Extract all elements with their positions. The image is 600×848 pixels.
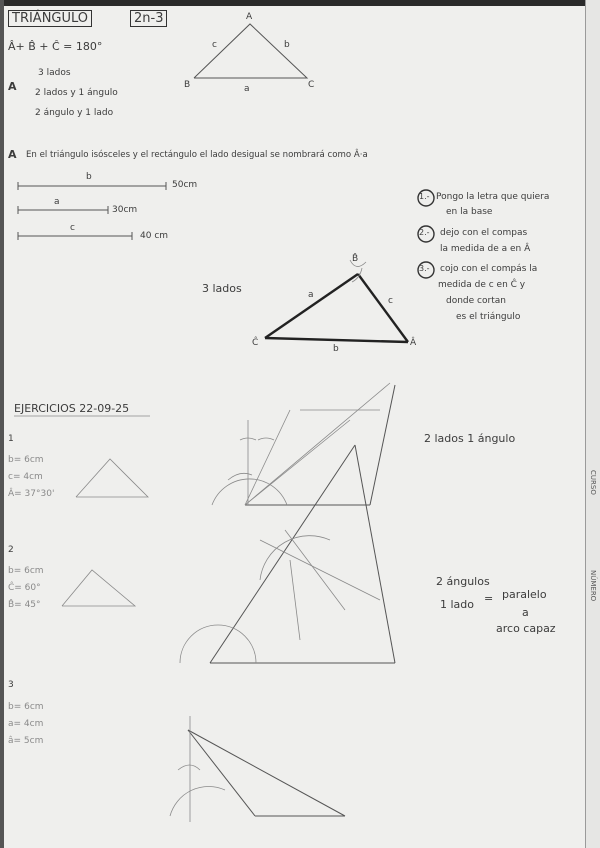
construction1-side-b-label: b [333, 344, 339, 354]
step2-num: 2.- [419, 228, 430, 237]
ex3-data-b: b= 6cm [8, 702, 44, 712]
step2-line1: dejo con el compas [440, 228, 528, 238]
construction1-side-c-label: c [388, 296, 393, 306]
ex3-side-a [188, 730, 255, 816]
segment-a-length: 30cm [112, 205, 138, 215]
case-2-angulo-1-lado: 2 ángulo y 1 lado [35, 108, 114, 118]
ex3-number: 3 [8, 680, 14, 690]
ex2-result-1: paralelo [502, 588, 547, 601]
ex2-data-b: b= 6cm [8, 566, 44, 576]
construction1-label: 3 lados [202, 282, 242, 295]
ex3-data-a2: â= 5cm [8, 736, 44, 746]
case-2-lados-1-angulo: 2 lados y 1 ángulo [35, 88, 118, 98]
ex3-arc [170, 786, 225, 816]
top-vertex-a: A [246, 12, 253, 22]
top-side-a: a [244, 84, 250, 94]
isosceles-note: En el triángulo isósceles y el rectángulo el lado desigual se nombrará como Â·a [26, 150, 368, 160]
segment-b-name: b [86, 172, 92, 182]
exercises-title: EJERCICIOS 22-09-25 [14, 402, 130, 415]
segment-b-length: 50cm [172, 180, 198, 190]
bullet-a2-icon: A [8, 148, 17, 161]
ex2-result-2: a [522, 606, 529, 619]
margin-label-numero: NÚMERO [589, 570, 597, 602]
step3-line1: cojo con el compás la [440, 264, 538, 274]
construction1-side-a [265, 274, 358, 338]
segment-c-length: 40 cm [140, 231, 169, 241]
top-side-c: c [212, 40, 217, 50]
construction1-base-b [265, 338, 408, 342]
segment-a-name: a [54, 197, 60, 207]
ex2-label-line1: 2 ángulos [436, 575, 490, 588]
construction1-vertex-c: Ĉ [252, 338, 259, 348]
ex3-data-a: a= 4cm [8, 719, 44, 729]
ex1-number: 1 [8, 434, 14, 444]
ex2-arc-left [180, 625, 256, 663]
ex2-equals: = [484, 592, 494, 605]
ex2-data-b-angle: B̂= 45° [8, 600, 41, 610]
margin-label-curso: CURSO [589, 470, 597, 495]
step3-line4: es el triángulo [456, 312, 521, 322]
top-vertex-b: B [184, 80, 191, 90]
construction1-side-c [358, 274, 408, 342]
ex2-label-line2: 1 lado [440, 598, 475, 611]
angle-sum-formula: Â+ B̂ + Ĉ = 180° [8, 40, 103, 53]
step1-line1: Pongo la letra que quiera [436, 192, 550, 202]
ex1-small-triangle [76, 459, 148, 497]
ex2-small-triangle [62, 570, 135, 606]
construction1-vertex-b: B̂ [352, 254, 359, 264]
ex2-data-c: Ĉ= 60° [8, 583, 41, 593]
step3-line2: medida de c en Ĉ y [438, 280, 526, 290]
ex1-data-c: c= 4cm [8, 472, 43, 482]
ex3-hypotenuse-c [188, 730, 345, 816]
case-3-lados: 3 lados [38, 68, 71, 78]
ex2-result-3: arco capaz [496, 622, 556, 635]
bullet-a-icon: A [8, 80, 17, 93]
top-vertex-c: C [308, 80, 315, 90]
ex2-side-c [355, 445, 395, 663]
ex1-side-a [370, 385, 395, 505]
step2-line2: la medida de a en Â [440, 244, 531, 254]
construction1-side-a-label: a [308, 290, 314, 300]
ex2-number: 2 [8, 545, 14, 555]
ex1-data-angle: Â= 37°30' [8, 489, 55, 499]
step1-num: 1.- [419, 192, 430, 201]
construction1-vertex-a: Â [410, 338, 417, 348]
ex1-data-b: b= 6cm [8, 455, 44, 465]
step3-num: 3.- [419, 264, 430, 273]
page-code: 2n-3 [130, 10, 167, 27]
segment-c-name: c [70, 223, 75, 233]
triangle-abc [194, 24, 307, 78]
top-side-b: b [284, 40, 290, 50]
step1-line2: en la base [446, 207, 493, 217]
ex1-label: 2 lados 1 ángulo [424, 432, 516, 445]
step3-line3: donde cortan [446, 296, 506, 306]
page-title: TRIÁNGULO [8, 10, 92, 27]
